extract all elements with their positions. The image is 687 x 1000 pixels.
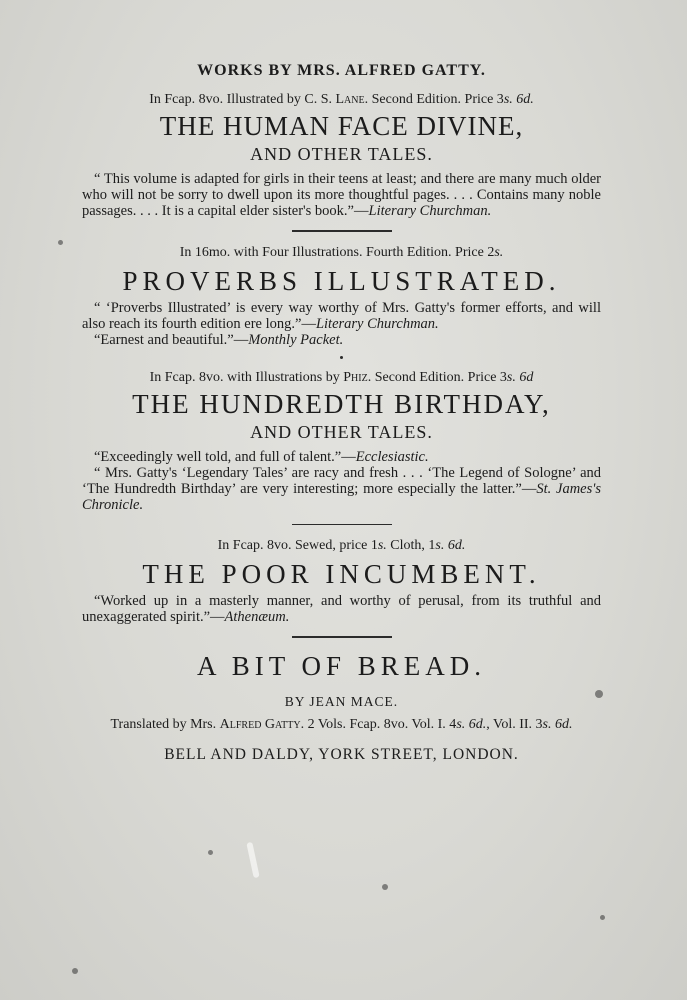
divider — [292, 636, 392, 638]
book-proverbs-illustrated — [82, 244, 601, 348]
paper-scratch — [246, 842, 259, 878]
book-title: THE POOR INCUMBENT. — [142, 559, 541, 589]
book-poor-incumbent — [82, 537, 601, 625]
review-quote: “ ‘Proverbs Illustrated’ is every way worthy of Mrs. Gatty's former efforts, and will also reach its fourth edition ere long.”—Literary Churchman. — [82, 299, 601, 332]
book-subtitle: AND OTHER TALES. — [250, 144, 433, 164]
ink-spot — [58, 240, 63, 245]
ink-spot — [595, 690, 603, 698]
ink-spot — [72, 968, 78, 974]
publisher-imprint: BELL AND DALDY, YORK STREET, LONDON. — [164, 745, 519, 763]
ink-spot — [600, 915, 605, 920]
book-title: THE HUNDREDTH BIRTHDAY, — [132, 388, 551, 419]
review-quote: “Earnest and beautiful.”—Monthly Packet. — [94, 331, 344, 348]
divider — [292, 230, 392, 232]
book-title: A BIT OF BREAD. — [196, 650, 487, 681]
author-byline: BY JEAN MACE. — [284, 693, 399, 709]
divider — [292, 524, 392, 526]
section-dot — [340, 356, 343, 359]
edition-line: In Fcap. 8vo. with Illustrations by Phiz. Second Edition. Price 3s. 6d — [149, 369, 534, 385]
edition-line: In 16mo. with Four Illustrations. Fourth Edition. Price 2s. — [179, 244, 504, 260]
review-quote: “ This volume is adapted for girls in their teens at least; and there are many much older who will not be sorry to dwell upon its more thoughtful pages. . . . Contains many noble passages. . . . It is a capital elder sister's book.”—Literary Churchman. — [82, 171, 601, 219]
review-quote: “ Mrs. Gatty's ‘Legendary Tales’ are racy and fresh . . . ‘The Legend of Sologne’ and ‘The Hundredth Birthday’ are very interesting; more especially the latter.”—St. James's Chronicle. — [82, 464, 601, 513]
book-bit-of-bread — [82, 650, 601, 733]
book-human-face-divine — [82, 91, 601, 219]
translation-details: Translated by Mrs. Alfred Gatty. 2 Vols. Fcap. 8vo. Vol. I. 4s. 6d., Vol. II. 3s. 6d. — [110, 716, 573, 732]
edition-line: In Fcap. 8vo. Illustrated by C. S. Lane. Second Edition. Price 3s. 6d. — [149, 92, 534, 107]
book-subtitle: AND OTHER TALES. — [250, 421, 433, 442]
ink-spot — [208, 850, 213, 855]
book-title: THE HUMAN FACE DIVINE, — [159, 111, 524, 141]
edition-line: In Fcap. 8vo. Sewed, price 1s. Cloth, 1s. 6d. — [217, 538, 466, 553]
review-quote: “Exceedingly well told, and full of talent.”—Ecclesiastic. — [94, 448, 429, 465]
page-heading: WORKS BY MRS. ALFRED GATTY. — [197, 62, 486, 79]
review-quote: “Worked up in a masterly manner, and worthy of perusal, from its truthful and unexaggerated spirit.”—Athenæum. — [82, 593, 601, 625]
ink-spot — [382, 884, 388, 890]
book-hundredth-birthday — [82, 369, 601, 513]
book-title: PROVERBS ILLUSTRATED. — [122, 265, 561, 296]
